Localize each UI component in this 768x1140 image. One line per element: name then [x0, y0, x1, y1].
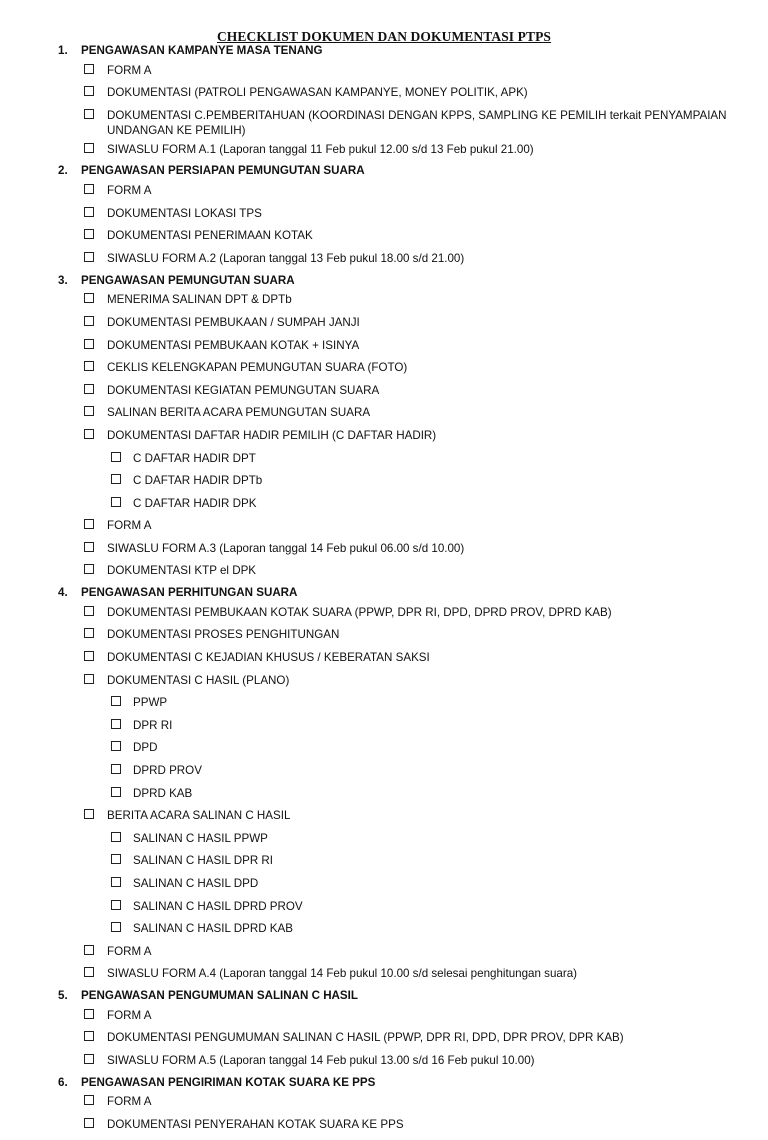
checklist-subitem — [0, 451, 768, 474]
checkbox[interactable] — [84, 229, 94, 239]
checkbox[interactable] — [111, 900, 121, 910]
checklist-item — [0, 405, 768, 428]
checklist-item-label: SIWASLU FORM A.5 (Laporan tanggal 14 Feb pukul 13.00 s/d 16 Feb pukul 10.00) — [107, 1053, 535, 1067]
checklist-item-label: MENERIMA SALINAN DPT & DPTb — [107, 293, 292, 307]
checkbox[interactable] — [84, 429, 94, 439]
checklist-item-label: FORM A — [107, 1095, 152, 1109]
checklist-subitem — [0, 740, 768, 763]
checklist-item — [0, 1094, 768, 1117]
section-number: 3. — [58, 273, 68, 287]
checklist-item-label: SALINAN BERITA ACARA PEMUNGUTAN SUARA — [107, 406, 371, 420]
checklist-subitem — [0, 921, 768, 944]
section-label: PENGAWASAN PEMUNGUTAN SUARA — [81, 273, 295, 287]
checklist-item — [0, 63, 768, 86]
checklist-subitem-label: C DAFTAR HADIR DPT — [133, 451, 256, 465]
checkbox[interactable] — [84, 339, 94, 349]
checklist-item-label: DOKUMENTASI C HASIL (PLANO) — [107, 673, 290, 687]
checkbox[interactable] — [84, 1118, 94, 1128]
checkbox[interactable] — [111, 854, 121, 864]
checklist-item-label: FORM A — [107, 1008, 152, 1022]
checklist-item-label: FORM A — [107, 63, 152, 77]
checkbox[interactable] — [84, 406, 94, 416]
checkbox[interactable] — [111, 741, 121, 751]
checkbox[interactable] — [84, 1095, 94, 1105]
checklist-subitem — [0, 831, 768, 854]
checkbox[interactable] — [84, 293, 94, 303]
checkbox[interactable] — [84, 606, 94, 616]
checklist-item-label: DOKUMENTASI LOKASI TPS — [107, 206, 262, 220]
checkbox[interactable] — [84, 564, 94, 574]
checklist-item — [0, 228, 768, 251]
checklist-item-label: DOKUMENTASI C.PEMBERITAHUAN (KOORDINASI DENGAN KPPS, SAMPLING KE PEMILIH terkait PENYAMPAIAN UNDANGAN KE PEMILIH) — [107, 108, 727, 137]
section-heading — [0, 44, 768, 63]
checklist-item — [0, 563, 768, 586]
checklist-item-label: SIWASLU FORM A.2 (Laporan tanggal 13 Feb pukul 18.00 s/d 21.00) — [107, 251, 465, 265]
checkbox[interactable] — [111, 452, 121, 462]
checklist-item — [0, 1053, 768, 1076]
checklist-item — [0, 292, 768, 315]
section-number: 4. — [58, 586, 68, 600]
checkbox[interactable] — [84, 86, 94, 96]
checkbox[interactable] — [84, 316, 94, 326]
checklist-item-label: CEKLIS KELENGKAPAN PEMUNGUTAN SUARA (FOTO) — [107, 361, 408, 375]
section-label: PENGAWASAN PENGUMUMAN SALINAN C HASIL — [81, 988, 358, 1002]
checklist-item — [0, 944, 768, 967]
checklist-subitem — [0, 763, 768, 786]
checkbox[interactable] — [84, 1054, 94, 1064]
checklist-subitem-label: C DAFTAR HADIR DPTb — [133, 474, 263, 488]
checklist-item — [0, 315, 768, 338]
checkbox[interactable] — [84, 184, 94, 194]
section-heading — [0, 989, 768, 1008]
checklist-subitem-label: DPR RI — [133, 718, 173, 732]
checklist-item-label: BERITA ACARA SALINAN C HASIL — [107, 809, 291, 823]
checklist-subitem-label: DPRD KAB — [133, 786, 193, 800]
section-label: PENGAWASAN PENGIRIMAN KOTAK SUARA KE PPS — [81, 1075, 376, 1089]
checkbox[interactable] — [84, 1031, 94, 1041]
checklist-item-label: DOKUMENTASI PENGUMUMAN SALINAN C HASIL (PPWP, DPR RI, DPD, DPR PROV, DPR KAB) — [107, 1031, 624, 1045]
checklist-item — [0, 1117, 768, 1140]
checklist-subitem — [0, 899, 768, 922]
checkbox[interactable] — [84, 651, 94, 661]
checkbox[interactable] — [84, 967, 94, 977]
checklist-item — [0, 518, 768, 541]
checkbox[interactable] — [84, 109, 94, 119]
checklist-item-label: FORM A — [107, 184, 152, 198]
checkbox[interactable] — [111, 719, 121, 729]
checklist-item-label: DOKUMENTASI KTP el DPK — [107, 564, 257, 578]
checklist-item — [0, 808, 768, 831]
checklist-item-label: SIWASLU FORM A.1 (Laporan tanggal 11 Feb pukul 12.00 s/d 13 Feb pukul 21.00) — [107, 142, 534, 156]
checklist-item — [0, 673, 768, 696]
checklist-subitem — [0, 695, 768, 718]
checklist-item-label: DOKUMENTASI DAFTAR HADIR PEMILIH (C DAFTAR HADIR) — [107, 428, 437, 442]
section-label: PENGAWASAN PERSIAPAN PEMUNGUTAN SUARA — [81, 164, 365, 178]
checklist-item — [0, 1030, 768, 1053]
checklist-item-label: DOKUMENTASI KEGIATAN PEMUNGUTAN SUARA — [107, 383, 380, 397]
checklist-item-label: DOKUMENTASI PENERIMAAN KOTAK — [107, 229, 313, 243]
checklist-item — [0, 251, 768, 274]
checklist-item — [0, 428, 768, 451]
checkbox[interactable] — [84, 519, 94, 529]
checklist-item-label: FORM A — [107, 944, 152, 958]
checklist-subitem-label: DPD — [133, 741, 158, 755]
checkbox[interactable] — [111, 696, 121, 706]
checkbox[interactable] — [84, 628, 94, 638]
checkbox[interactable] — [84, 809, 94, 819]
checklist-subitem-label: SALINAN C HASIL PPWP — [133, 831, 268, 845]
checklist-item-label: DOKUMENTASI PEMBUKAAN / SUMPAH JANJI — [107, 315, 360, 329]
checkbox[interactable] — [84, 384, 94, 394]
checkbox[interactable] — [84, 64, 94, 74]
section-number: 1. — [58, 44, 68, 57]
checklist-subitem-label: SALINAN C HASIL DPRD KAB — [133, 922, 293, 936]
checkbox[interactable] — [111, 787, 121, 797]
checkbox[interactable] — [84, 945, 94, 955]
checklist-item — [0, 1008, 768, 1031]
checklist-item-label: SIWASLU FORM A.4 (Laporan tanggal 14 Feb pukul 10.00 s/d selesai penghitungan suara) — [107, 967, 578, 981]
checklist-item-label: SIWASLU FORM A.3 (Laporan tanggal 14 Feb pukul 06.00 s/d 10.00) — [107, 541, 465, 555]
checkbox[interactable] — [111, 832, 121, 842]
checklist-subitem-label: SALINAN C HASIL DPR RI — [133, 854, 274, 868]
checklist-item — [0, 206, 768, 229]
section-heading — [0, 586, 768, 605]
checklist-item — [0, 627, 768, 650]
checklist-item-label: DOKUMENTASI (PATROLI PENGAWASAN KAMPANYE, MONEY POLITIK, APK) — [107, 86, 528, 100]
checkbox[interactable] — [84, 542, 94, 552]
checklist-subitem-label: SALINAN C HASIL DPD — [133, 876, 259, 890]
checklist-item — [0, 966, 768, 989]
checklist-subitem — [0, 718, 768, 741]
checklist — [0, 44, 768, 1140]
section-number: 6. — [58, 1075, 68, 1089]
checkbox[interactable] — [84, 252, 94, 262]
checkbox[interactable] — [84, 361, 94, 371]
checklist-item-label: DOKUMENTASI PROSES PENGHITUNGAN — [107, 628, 340, 642]
checkbox[interactable] — [111, 497, 121, 507]
checkbox[interactable] — [111, 922, 121, 932]
checkbox[interactable] — [111, 764, 121, 774]
checklist-item-label: DOKUMENTASI PENYERAHAN KOTAK SUARA KE PPS — [107, 1117, 404, 1131]
checklist-subitem-label: SALINAN C HASIL DPRD PROV — [133, 899, 303, 913]
checklist-item — [0, 605, 768, 628]
checklist-subitem — [0, 496, 768, 519]
checklist-item — [0, 541, 768, 564]
checkbox[interactable] — [84, 674, 94, 684]
checklist-item — [0, 85, 768, 108]
section-number: 5. — [58, 988, 68, 1002]
checklist-item-label: FORM A — [107, 519, 152, 533]
checklist-subitem-label: PPWP — [133, 696, 168, 710]
checklist-item — [0, 142, 768, 165]
section-heading — [0, 274, 768, 293]
checklist-item — [0, 338, 768, 361]
document-title: CHECKLIST DOKUMEN DAN DOKUMENTASI PTPS — [216, 29, 552, 44]
checklist-item — [0, 650, 768, 673]
section-label: PENGAWASAN KAMPANYE MASA TENANG — [81, 44, 323, 57]
checklist-item-label: DOKUMENTASI PEMBUKAAN KOTAK SUARA (PPWP, DPR RI, DPD, DPRD PROV, DPRD KAB) — [107, 605, 612, 619]
checklist-item-label: DOKUMENTASI PEMBUKAAN KOTAK + ISINYA — [107, 338, 360, 352]
section-heading — [0, 1076, 768, 1095]
section-heading — [0, 164, 768, 183]
checkbox[interactable] — [84, 207, 94, 217]
checklist-subitem — [0, 786, 768, 809]
section-number: 2. — [58, 164, 68, 178]
checklist-subitem — [0, 473, 768, 496]
checkbox[interactable] — [84, 1009, 94, 1019]
checklist-subitem-label: C DAFTAR HADIR DPK — [133, 496, 257, 510]
section-label: PENGAWASAN PERHITUNGAN SUARA — [81, 586, 298, 600]
checklist-item — [0, 383, 768, 406]
checklist-item — [0, 360, 768, 383]
checklist-item — [0, 183, 768, 206]
checklist-subitem — [0, 853, 768, 876]
checklist-subitem-label: DPRD PROV — [133, 764, 202, 778]
checklist-item-label: DOKUMENTASI C KEJADIAN KHUSUS / KEBERATAN SAKSI — [107, 651, 430, 665]
checklist-item — [0, 108, 768, 142]
checkbox[interactable] — [111, 877, 121, 887]
checkbox[interactable] — [111, 474, 121, 484]
checklist-subitem — [0, 876, 768, 899]
checkbox[interactable] — [84, 143, 94, 153]
